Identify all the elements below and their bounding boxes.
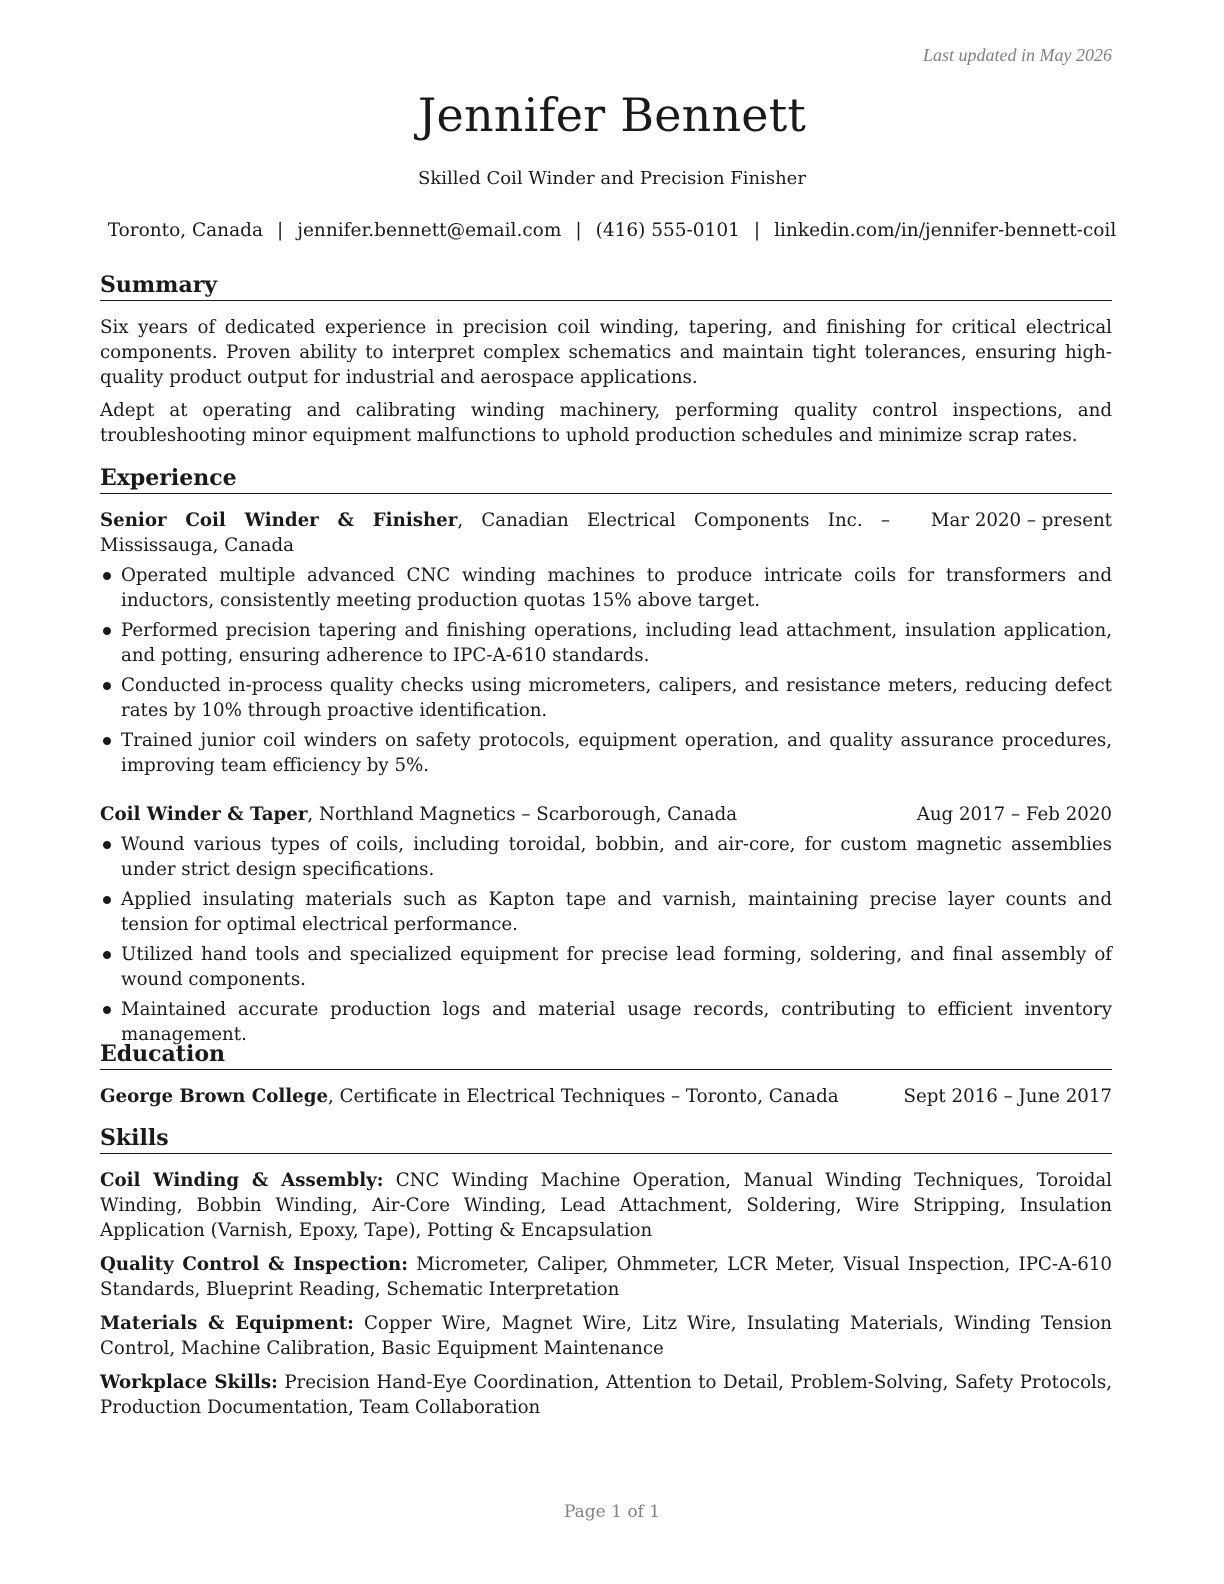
list-item <box>100 618 1112 668</box>
skill-label: Workplace Skills: <box>100 1372 278 1393</box>
job-dates: Aug 2017 – Feb 2020 <box>916 804 1112 825</box>
summary-section <box>100 272 1112 448</box>
school-name: George Brown College <box>100 1086 329 1107</box>
bullet-text: Trained junior coil winders on safety protocols, equipment operation, and quality assurance procedures, improving team efficiency by 5%. <box>121 730 1112 776</box>
section-title: Education <box>100 1041 1112 1070</box>
summary-paragraph: Six years of dedicated experience in precision coil winding, tapering, and finishing for critical electrical components. Proven ability to interpret complex schematics and maintain tight tolerances, ensuring high-quality product output for industrial and aerospace applications. <box>100 317 1112 388</box>
job-header <box>100 802 1112 827</box>
skills-section <box>100 1125 1112 1420</box>
job-role: Coil Winder & Taper <box>100 804 308 825</box>
last-updated: Last updated in May 2026 <box>923 45 1112 65</box>
bullet-text: Conducted in-process quality checks using micrometers, calipers, and resistance meters, reducing defect rates by 10% through proactive identification. <box>121 675 1112 721</box>
bullet-icon <box>103 627 111 635</box>
skill-group <box>100 1252 1112 1302</box>
bullet-text: Operated multiple advanced CNC winding machines to produce intricate coils for transformers and inductors, consistently meeting production quotas 15% above target. <box>121 565 1112 611</box>
bullet-text: Maintained accurate production logs and material usage records, contributing to efficient inventory management. <box>121 999 1112 1045</box>
list-item <box>100 832 1112 882</box>
education-dates: Sept 2016 – June 2017 <box>903 1086 1112 1107</box>
list-item <box>100 997 1112 1047</box>
skill-label: Quality Control & Inspection: <box>100 1254 408 1275</box>
list-item <box>100 728 1112 778</box>
candidate-name: Jennifer Bennett <box>417 88 807 142</box>
education-detail: , Certificate in Electrical Techniques – Toronto, Canada <box>328 1086 839 1107</box>
job-title-line <box>100 802 890 827</box>
bullet-icon <box>103 572 111 580</box>
bullet-icon <box>103 951 111 959</box>
summary-paragraph: Adept at operating and calibrating winding machinery, performing quality control inspections, and troubleshooting minor equipment malfunctions to uphold production schedules and minimize scrap rates. <box>100 400 1112 446</box>
job-org: , Northland Magnetics – Scarborough, Canada <box>307 804 738 825</box>
bullet-icon <box>103 841 111 849</box>
section-title: Skills <box>100 1125 1112 1154</box>
education-entry <box>100 1084 1112 1109</box>
education-line <box>100 1084 890 1109</box>
contact-separator: | <box>575 220 582 241</box>
bullet-icon <box>103 737 111 745</box>
bullet-icon <box>103 896 111 904</box>
job-header <box>100 508 1112 558</box>
bullet-icon <box>103 1006 111 1014</box>
contact-location: Toronto, Canada <box>107 220 263 241</box>
contact-phone[interactable]: (416) 555-0101 <box>595 220 740 241</box>
skill-group <box>100 1168 1112 1243</box>
skill-group <box>100 1370 1112 1420</box>
section-title: Experience <box>100 465 1112 494</box>
contact-line <box>0 220 1224 241</box>
bullet-icon <box>103 682 111 690</box>
skill-label: Coil Winding & Assembly: <box>100 1170 384 1191</box>
contact-separator: | <box>277 220 284 241</box>
skill-text: Precision Hand-Eye Coordination, Attention to Detail, Problem-Solving, Safety Protocols, Production Documentation, Team Collaboration <box>100 1372 1112 1418</box>
job-bullets <box>100 832 1112 1047</box>
job-title-line <box>100 508 890 558</box>
skill-text: CNC Winding Machine Operation, Manual Winding Techniques, Toroidal Winding, Bobbin Winding, Air-Core Winding, Lead Attachment, Soldering, Wire Stripping, Insulation Application (Varnish, Epoxy, Tape), Potting & Encapsulation <box>100 1170 1112 1241</box>
page-number: Page 1 of 1 <box>563 1502 661 1522</box>
job-org: , Canadian Electrical Components Inc. – Mississauga, Canada <box>100 510 890 556</box>
experience-section <box>100 465 1112 1047</box>
contact-linkedin[interactable]: linkedin.com/in/jennifer-bennett-coil <box>774 220 1117 241</box>
bullet-text: Utilized hand tools and specialized equipment for precise lead forming, soldering, and final assembly of wound components. <box>121 944 1112 990</box>
contact-separator: | <box>753 220 761 241</box>
job-bullets <box>100 563 1112 778</box>
section-title: Summary <box>100 272 1112 301</box>
education-section <box>100 1041 1112 1109</box>
contact-email[interactable]: jennifer.bennett@email.com <box>297 220 562 241</box>
bullet-text: Wound various types of coils, including toroidal, bobbin, and air-core, for custom magnetic assemblies under strict design specifications. <box>121 834 1112 880</box>
headline: Skilled Coil Winder and Precision Finisher <box>418 168 806 189</box>
job-role: Senior Coil Winder & Finisher <box>100 510 458 531</box>
list-item <box>100 673 1112 723</box>
job-dates: Mar 2020 – present <box>930 510 1112 531</box>
skill-text: Micrometer, Caliper, Ohmmeter, LCR Meter, Visual Inspection, IPC-A-610 Standards, Blueprint Reading, Schematic Interpretation <box>100 1254 1112 1300</box>
skill-label: Materials & Equipment: <box>100 1313 354 1334</box>
skill-group <box>100 1311 1112 1361</box>
bullet-text: Applied insulating materials such as Kapton tape and varnish, maintaining precise layer counts and tension for optimal electrical performance. <box>121 889 1112 935</box>
skill-text: Copper Wire, Magnet Wire, Litz Wire, Insulating Materials, Winding Tension Control, Machine Calibration, Basic Equipment Maintenance <box>100 1313 1112 1359</box>
list-item <box>100 942 1112 992</box>
list-item <box>100 887 1112 937</box>
bullet-text: Performed precision tapering and finishing operations, including lead attachment, insulation application, and potting, ensuring adherence to IPC-A-610 standards. <box>121 620 1112 666</box>
list-item <box>100 563 1112 613</box>
